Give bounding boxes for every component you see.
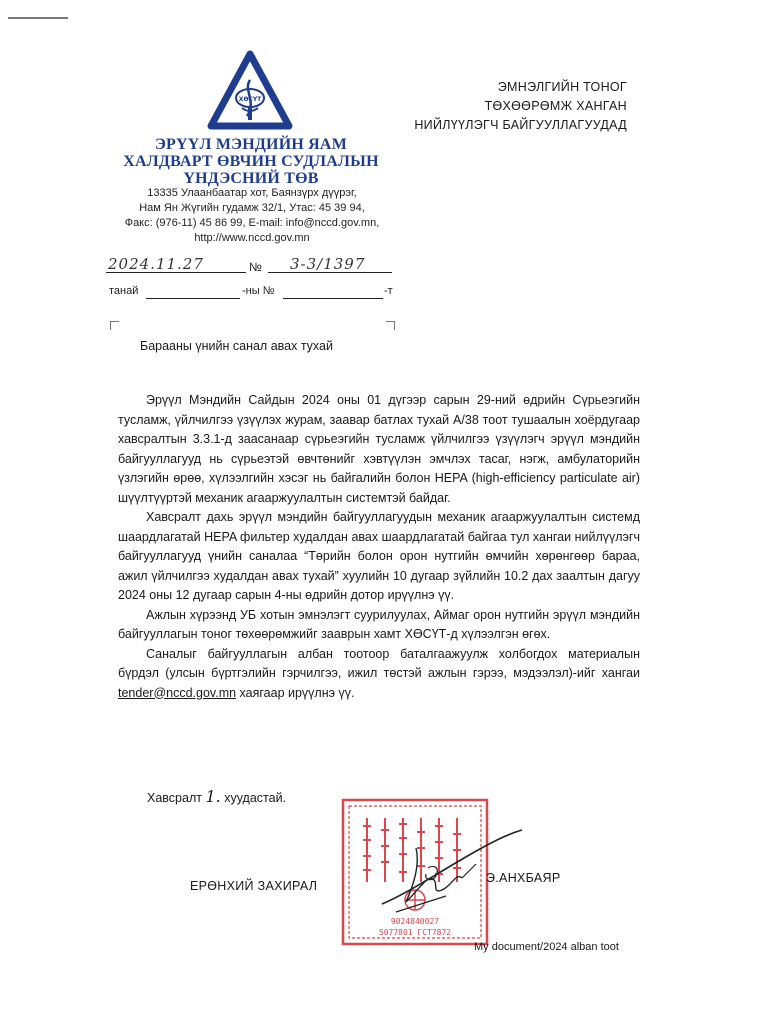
paragraph-4-text-start: Саналыг байгууллагын албан тоотоор баталгаажуулж холбогдох материалын бүрдэл (улсын бүртгэлийн гэрчилгээ, ижил төстэй ажлын гэрээ, мэдээлэл)-ийг хангаи <box>118 646 640 680</box>
letter-subject: Барааны үнийн санал авах тухай <box>140 339 333 353</box>
reply-number-underline <box>283 298 383 299</box>
attachment-count: 1. <box>205 787 221 806</box>
reply-number-label: -ны № <box>242 285 275 297</box>
number-label: № <box>249 260 262 274</box>
attachment-prefix: Хавсралт <box>147 791 202 805</box>
date-underline <box>106 272 246 273</box>
organization-name <box>104 136 398 187</box>
address-line-2: Нам Ян Жүгийн гудамж 32/1, Утас: 45 39 94, <box>139 202 365 214</box>
letter-number: 3-3/1397 <box>290 255 366 273</box>
body-paragraph-1: Эрүүл Мэндийн Сайдын 2024 оны 01 дүгээр сарын 29-ний өдрийн Сүрьеэгийн тусламж, үйлчилгээ үзүүлэх журам, заавар батлах тухай А/38 тоот тушаалын хоёрдугаар хавсралтын 3.3.1-д заасанаар сүрьеэгийн тусламж үйлчилгээ үзүүлэгч эрүүл мэндийн байгууллагууд нь сүрьеэтэй өвчтөнийг хэвтүүлэн эмчлэх тасаг, нэгж, амбулаторийн үзлэгийн өрөө, хүлээлгийн хэсэг нь байгалийн болон HEPA (high-efficiency particulate air) шүүлтүүртэй механик агааржуулалтын системтэй байдаг. <box>118 393 640 505</box>
recipient-line-3: НИЙЛҮҮЛЭГЧ БАЙГУУЛЛАГУУДАД <box>414 118 627 132</box>
address-line-3: Факс: (976-11) 45 86 99, E-mail: info@nccd.gov.mn, <box>124 217 380 229</box>
signatory-name: Э.АНХБАЯР <box>486 871 561 885</box>
address-line-4: http://www.nccd.gov.mn <box>194 232 310 244</box>
recipient-line-2: ТӨХӨӨРӨМЖ ХАНГАН <box>484 99 627 113</box>
org-name-line-1: ЭРҮҮЛ МЭНДИЙН ЯАМ <box>154 136 347 153</box>
address-line-1: 13335 Улаанбаатар хот, Баянзүрх дүүрэг, <box>147 187 357 199</box>
reply-suffix: -т <box>384 285 393 297</box>
subject-bracket-right <box>386 321 395 330</box>
document-path-note: My document/2024 alban toot <box>474 941 619 953</box>
reply-prefix: танай <box>109 285 139 297</box>
tender-email-link[interactable]: tender@nccd.gov.mn <box>118 685 237 700</box>
number-underline <box>268 272 392 273</box>
body-paragraph-4 <box>118 645 640 704</box>
recipient-line-1: ЭМНЭЛГИЙН ТОНОГ <box>497 80 627 94</box>
body-paragraph-2: Хавсралт дахь эрүүл мэндийн байгууллагуудын механик агааржуулалтын системд шаардлагатай HEPA фильтер худалдан авах шаардлагатай байгаа тул хангаи нийлүүлэгч байгууллагууд үнийн саналаа “Төрийн болон орон нутгийн өмчийн хөрөнгөөр бараа, ажил үйлчилгээ худалдан авах тухай” хуулийн 10 дугаар зүйлийн 10.2 дах заалтын дагуу 2024 оны 12 дугаар сарын 4-ны өдрийн дотор ирүүлнэ үү. <box>118 510 640 602</box>
attachment-note <box>147 787 286 806</box>
paragraph-4-text-end: хаягаар ирүүлнэ үү. <box>236 685 355 700</box>
body-paragraph-3: Ажлын хүрээнд УБ хотын эмнэлэгт суурилуулах, Аймаг орон нутгийн эрүүл мэндийн байгууллагын тоног төхөөрөмжийг зааврын хамт ХӨСҮТ-д хүлээлгэн өгөх. <box>118 607 640 641</box>
stamp-number-1: 9024840027 <box>390 917 440 926</box>
organization-address <box>100 186 404 246</box>
attachment-suffix: хуудастай. <box>224 791 287 805</box>
org-name-line-3: ҮНДЭСНИЙ ТӨВ <box>183 170 319 187</box>
subject-bracket-left <box>110 321 119 330</box>
reply-date-underline <box>146 298 240 299</box>
nccd-logo-icon <box>207 50 293 130</box>
scan-edge-mark <box>8 17 68 19</box>
recipient-block <box>385 78 627 135</box>
stamp-number-2: 5077801 ГСТ7872 <box>378 928 452 937</box>
letter-date: 2024.11.27 <box>108 255 204 273</box>
letter-body <box>118 391 640 703</box>
signatory-title: ЕРӨНХИЙ ЗАХИРАЛ <box>190 879 318 893</box>
org-name-line-2: ХАЛДВАРТ ӨВЧИН СУДЛАЛЫН <box>123 153 379 170</box>
logo-text: ХӨСҮТ <box>238 96 262 103</box>
